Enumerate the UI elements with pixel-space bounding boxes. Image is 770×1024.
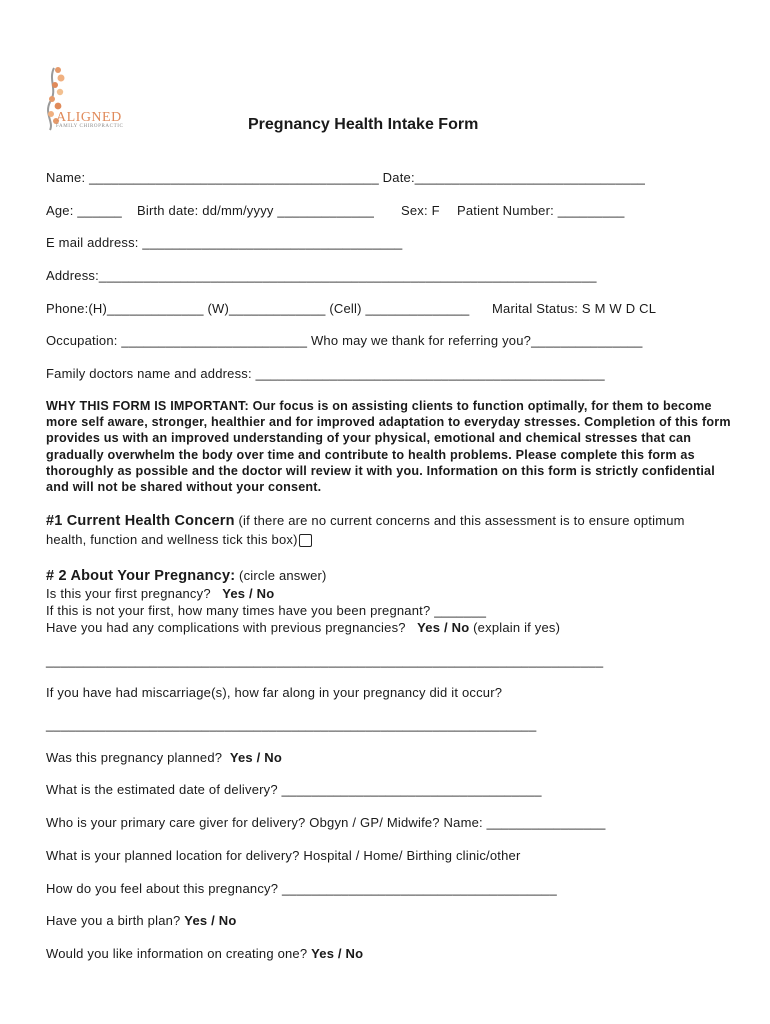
section2-heading: # 2 About Your Pregnancy: (46, 568, 236, 584)
section1-note2: health, function and wellness tick this box) (46, 532, 298, 547)
q6-field[interactable]: What is the estimated date of delivery? ___________________________________ (46, 782, 542, 797)
name-date-field[interactable]: Name: _______________________________________ Date:_______________________________ (46, 170, 646, 185)
section1-heading: #1 Current Health Concern (46, 513, 235, 529)
birth-date-field[interactable]: Birth date: dd/mm/yyyy _____________ (137, 203, 375, 218)
q5-text: Was this pregnancy planned? (46, 750, 223, 765)
q7-field[interactable]: Who is your primary care giver for delivery? Obgyn / GP/ Midwife? Name: ________________ (46, 815, 606, 830)
q10-line (46, 913, 236, 928)
section1-line2 (46, 532, 312, 547)
section2-heading-line (46, 568, 327, 584)
q9-field[interactable]: How do you feel about this pregnancy? _____________________________________ (46, 881, 557, 896)
q5-answer[interactable]: Yes / No (229, 750, 283, 765)
q3-text: Have you had any complications with previous pregnancies? (46, 620, 406, 635)
logo-subtitle: FAMILY CHIROPRACTIC (56, 124, 124, 129)
miscarriage-blank[interactable]: __________________________________________________________________ (46, 717, 537, 732)
logo-name: ALIGNED (56, 110, 122, 125)
address-field[interactable]: Address:___________________________________________________________________ (46, 268, 597, 283)
q3-note: (explain if yes) (469, 620, 561, 635)
patient-number-field[interactable]: Patient Number: _________ (457, 203, 625, 218)
complications-blank[interactable]: ___________________________________________________________________________ (46, 653, 604, 668)
q2-field[interactable]: If this is not your first, how many times have you been pregnant? _______ (46, 603, 487, 618)
q1-line (46, 586, 274, 601)
section2-note: (circle answer) (235, 568, 327, 583)
q11-line (46, 946, 363, 961)
q11-text: Would you like information on creating one? (46, 946, 308, 961)
q11-answer[interactable]: Yes / No (311, 946, 364, 961)
q1-answer[interactable]: Yes / No (222, 586, 275, 601)
page-title: Pregnancy Health Intake Form (248, 116, 479, 133)
phone-field[interactable]: Phone:(H)_____________ (W)_____________ (Cell) ______________ (46, 301, 470, 316)
important-paragraph (46, 398, 736, 495)
q3-line (46, 620, 560, 635)
q10-answer[interactable]: Yes / No (184, 913, 237, 928)
q10-text: Have you a birth plan? (46, 913, 181, 928)
section1-line1 (46, 513, 685, 529)
q1-text: Is this your first pregnancy? (46, 586, 211, 601)
important-text: : Our focus is on assisting clients to function optimally, for them to become more self aware, stronger, healthier and for improved adaptation to everyday stresses. Completion of this form provides us with an improved understanding of your physical, emotional and chemical stresses that can gradually overwhelm the body over time and contribute to health problems. Please complete this form as thoroughly as possible and the doctor will review it with you. Information on this form is strictly confidential and will not be shared without your consent. (46, 399, 731, 495)
occupation-field[interactable]: Occupation: _________________________ Who may we thank for referring you?_______________ (46, 333, 643, 348)
sex-field: Sex: F (401, 203, 440, 218)
q5-line (46, 750, 282, 765)
important-label: WHY THIS FORM IS IMPORTANT (46, 399, 245, 413)
age-field[interactable]: Age: ______ (46, 203, 122, 218)
q8-field[interactable]: What is your planned location for delivery? Hospital / Home/ Birthing clinic/other (46, 848, 521, 863)
no-concerns-checkbox[interactable] (299, 534, 312, 547)
marital-status[interactable]: Marital Status: S M W D CL (492, 301, 657, 316)
q3-answer[interactable]: Yes / No (417, 620, 470, 635)
email-field[interactable]: E mail address: ___________________________________ (46, 235, 403, 250)
family-doctor-field[interactable]: Family doctors name and address: _______________________________________________ (46, 366, 605, 381)
q4-text: If you have had miscarriage(s), how far along in your pregnancy did it occur? (46, 685, 503, 700)
section1-note: (if there are no current concerns and this assessment is to ensure optimum (234, 513, 685, 528)
